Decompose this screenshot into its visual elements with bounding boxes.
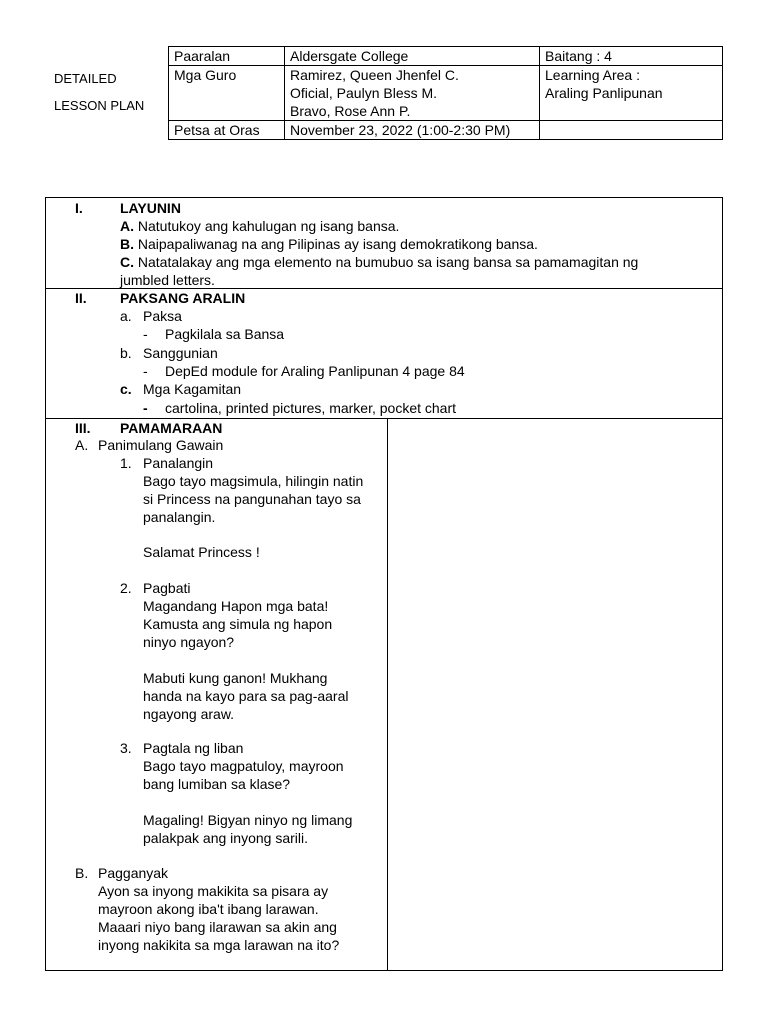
step-3-line-2: bang lumiban sa klase? <box>143 776 291 792</box>
part-a-key: A. <box>75 437 89 453</box>
grade-level: Baitang : 4 <box>540 47 723 66</box>
procedure-column-divider <box>387 418 388 971</box>
objective-a: A. Natutukoy ang kahulugan ng isang bansa. <box>120 218 400 234</box>
step-3-line-3: Magaling! Bigyan ninyo ng limang <box>143 812 353 828</box>
teachers-value <box>285 66 540 121</box>
part-b-line-2: mayroon akong iba't ibang larawan. <box>98 901 319 917</box>
header-row-teachers <box>169 66 723 121</box>
sanggunian-label: Sanggunian <box>143 345 218 361</box>
school-value: Aldersgate College <box>285 47 540 66</box>
step-1-key: 1. <box>120 455 132 471</box>
sanggunian-dash: - <box>143 363 148 379</box>
section-paksang-aralin <box>45 288 723 419</box>
section-2-title: PAKSANG ARALIN <box>120 290 246 306</box>
step-2-line-3: ninyo ngayon? <box>143 634 235 650</box>
part-b-title: Pagganyak <box>98 865 169 881</box>
school-label: Paaralan <box>169 47 285 66</box>
sanggunian-item: DepEd module for Araling Panlipunan 4 page 84 <box>165 363 465 379</box>
learning-area <box>540 66 723 121</box>
teacher-3: Bravo, Rose Ann P. <box>290 103 411 119</box>
step-2-line-6: ngayong araw. <box>143 706 235 722</box>
teachers-label: Mga Guro <box>169 66 285 121</box>
step-1-line-3: panalangin. <box>143 509 216 525</box>
date-value: November 23, 2022 (1:00-2:30 PM) <box>285 121 540 140</box>
paksa-dash: - <box>143 326 148 342</box>
step-1-line-2: si Princess na pangunahan tayo sa <box>143 491 361 507</box>
date-label: Petsa at Oras <box>169 121 285 140</box>
learning-area-label: Learning Area : <box>545 67 640 83</box>
kagamitan-label: Mga Kagamitan <box>143 381 242 397</box>
section-2-number: II. <box>75 290 87 306</box>
header-row-date <box>169 121 723 140</box>
section-layunin <box>45 197 723 289</box>
step-2-line-5: handa na kayo para sa pag-aaral <box>143 688 349 704</box>
step-3-line-1: Bago tayo magpatuloy, mayroon <box>143 758 344 774</box>
paksa-key: a. <box>120 308 132 324</box>
header-row-school <box>169 47 723 66</box>
section-3-number: III. <box>75 420 91 436</box>
kagamitan-key: c. <box>120 381 132 397</box>
step-1-line-4: Salamat Princess ! <box>143 544 260 560</box>
objective-c-cont: jumbled letters. <box>120 272 215 288</box>
doc-type-label-1: DETAILED <box>54 71 117 86</box>
section-1-number: I. <box>75 200 83 216</box>
section-3-title: PAMAMARAAN <box>120 420 223 436</box>
section-pamamaraan <box>45 418 723 971</box>
objective-c: C. Natatalakay ang mga elemento na bumubuo sa isang bansa sa pamamagitan ng <box>120 254 639 270</box>
learning-area-value: Araling Panlipunan <box>545 85 663 101</box>
step-1-line-1: Bago tayo magsimula, hilingin natin <box>143 473 364 489</box>
part-b-key: B. <box>75 865 89 881</box>
teacher-1: Ramirez, Queen Jhenfel C. <box>290 67 459 83</box>
teacher-2: Oficial, Paulyn Bless M. <box>290 85 438 101</box>
section-1-title: LAYUNIN <box>120 200 181 216</box>
step-2-line-1: Magandang Hapon mga bata! <box>143 598 329 614</box>
step-2-key: 2. <box>120 580 132 596</box>
objective-b: B. Naipapaliwanag na ang Pilipinas ay isang demokratikong bansa. <box>120 236 538 252</box>
step-3-key: 3. <box>120 740 132 756</box>
header-table <box>168 46 723 140</box>
part-b-line-4: inyong nakikita sa mga larawan na ito? <box>98 937 340 953</box>
part-a-title: Panimulang Gawain <box>98 437 224 453</box>
step-2-line-4: Mabuti kung ganon! Mukhang <box>143 670 328 686</box>
kagamitan-item: cartolina, printed pictures, marker, pocket chart <box>165 400 457 416</box>
paksa-label: Paksa <box>143 308 182 324</box>
part-b-line-3: Maaari niyo bang ilarawan sa akin ang <box>98 919 337 935</box>
step-3-title: Pagtala ng liban <box>143 740 244 756</box>
step-3-line-4: palakpak ang inyong sarili. <box>143 830 308 846</box>
step-1-title: Panalangin <box>143 455 214 471</box>
step-2-line-2: Kamusta ang simula ng hapon <box>143 616 333 632</box>
kagamitan-dash: - <box>143 400 148 416</box>
doc-type-label-2: LESSON PLAN <box>54 98 145 113</box>
sanggunian-key: b. <box>120 345 132 361</box>
step-2-title: Pagbati <box>143 580 191 596</box>
date-right-empty <box>540 121 723 140</box>
paksa-item: Pagkilala sa Bansa <box>165 326 285 342</box>
part-b-line-1: Ayon sa inyong makikita sa pisara ay <box>98 883 329 899</box>
